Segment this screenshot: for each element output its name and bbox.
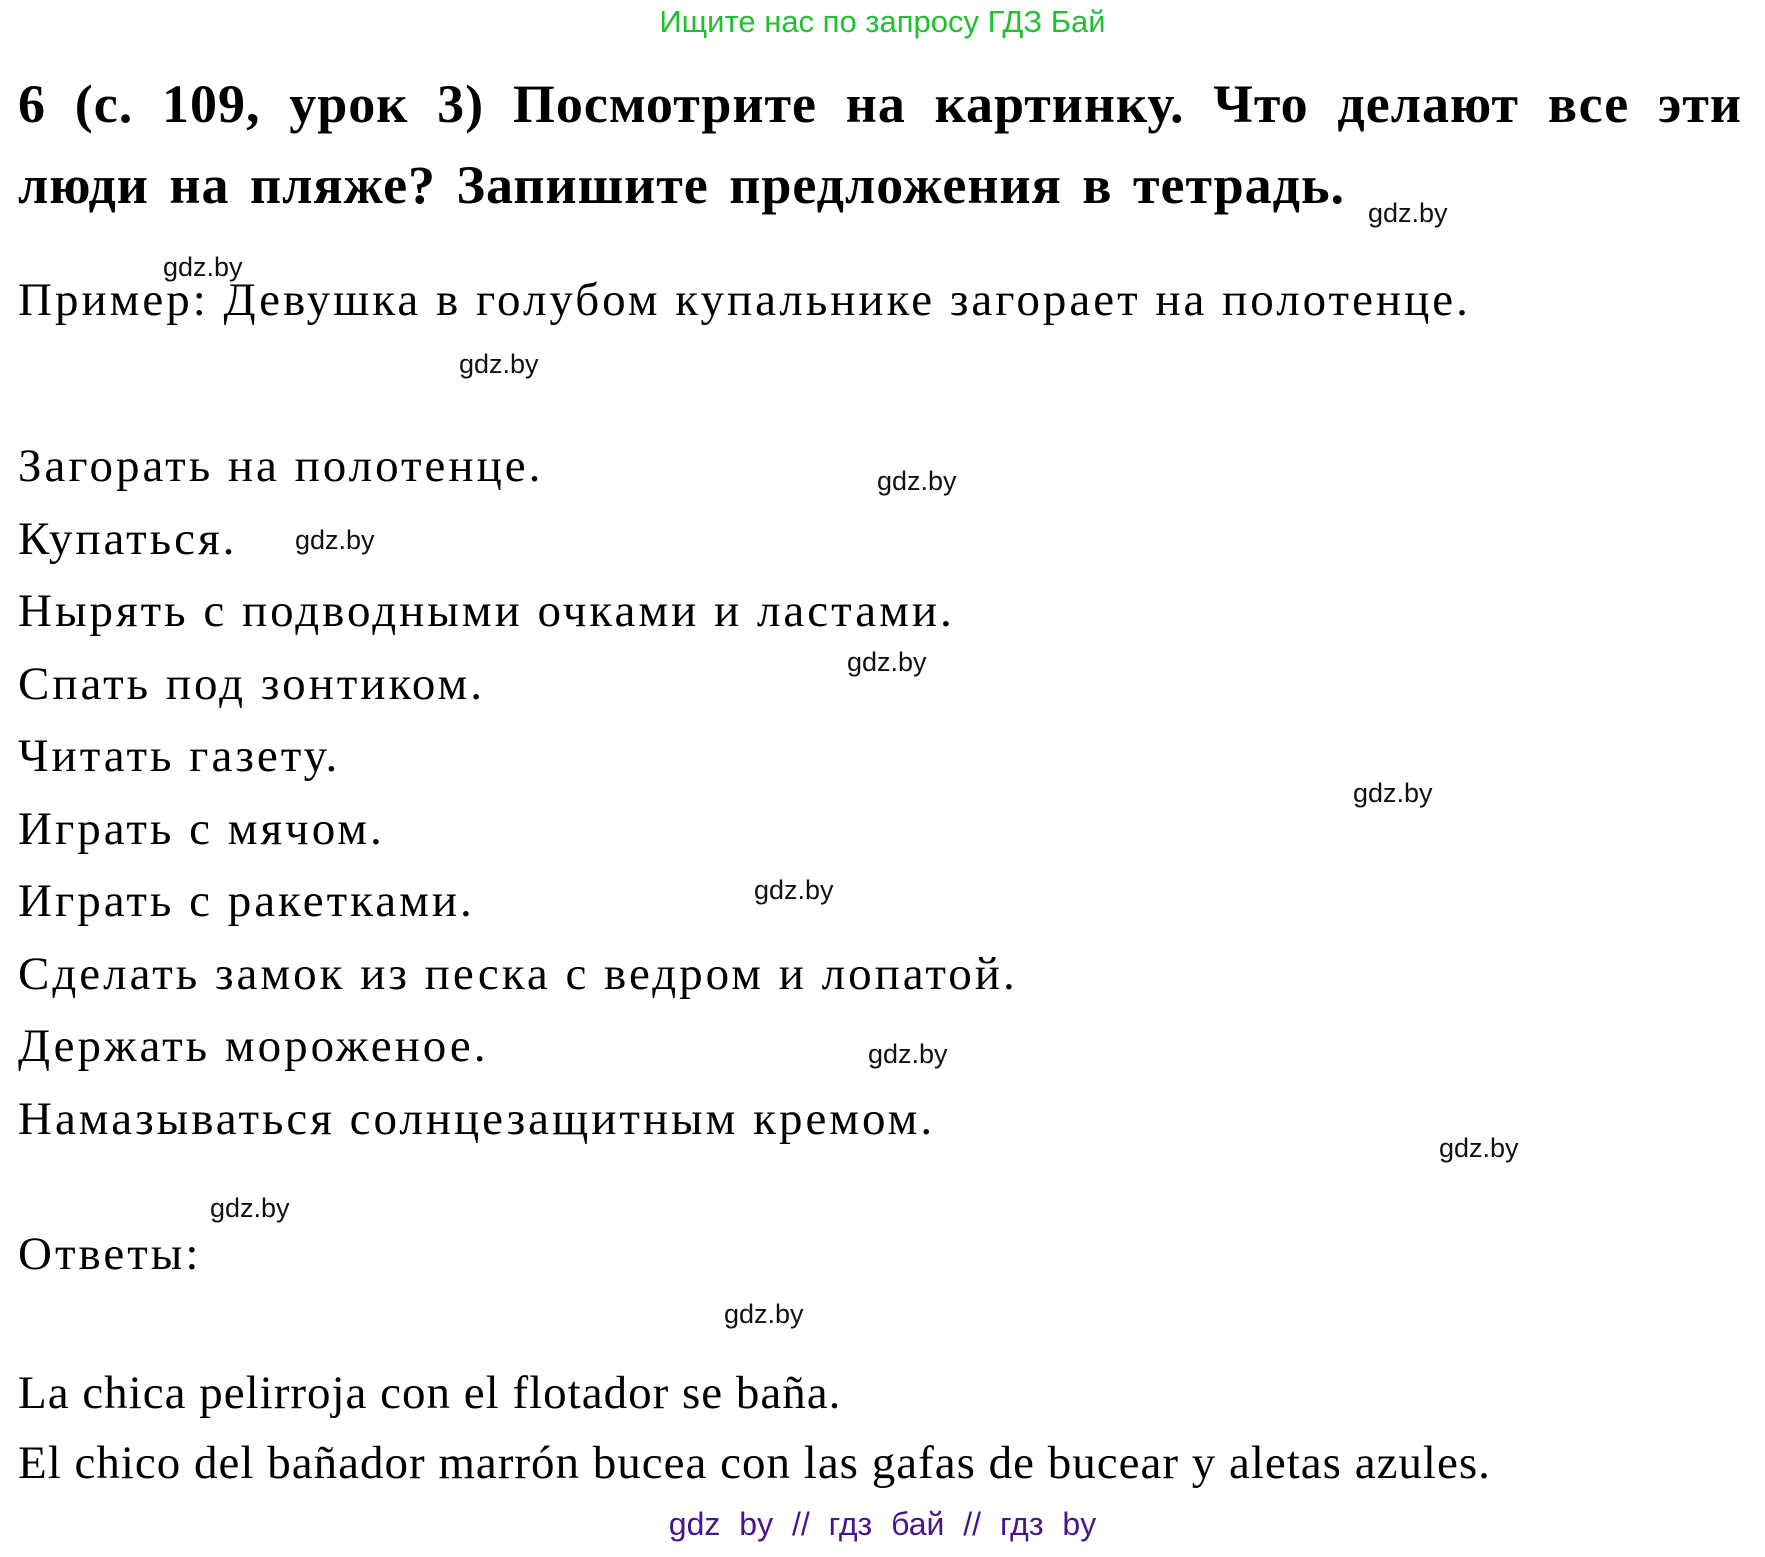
promo-banner: Ищите нас по запросу ГДЗ Бай	[659, 4, 1106, 39]
phrase-line: Купаться.	[18, 512, 238, 565]
gdz-watermark: gdz.by	[868, 1039, 948, 1069]
phrase-line: Читать газету.	[18, 730, 341, 782]
phrase-line: Играть с мячом.	[18, 802, 385, 855]
phrase-line: Намазываться солнцезащитным кремом.	[18, 1092, 936, 1145]
phrase-line: Нырять с подводными очками и ластами.	[18, 585, 955, 637]
answer-line: El chico del bañador marrón bucea con las gafas de bucear y aletas azules.	[18, 1437, 1491, 1489]
gdz-watermark: gdz.by	[163, 252, 243, 282]
site-footer: gdz by // гдз бай // гдз by	[668, 1506, 1097, 1542]
gdz-watermark: gdz.by	[754, 875, 834, 905]
gdz-watermark: gdz.by	[1439, 1133, 1519, 1163]
gdz-watermark: gdz.by	[210, 1193, 290, 1223]
phrase-line: Загорать на полотенце.	[18, 440, 544, 492]
gdz-watermark: gdz.by	[847, 647, 927, 677]
gdz-watermark: gdz.by	[877, 466, 957, 496]
example-sentence: Пример: Девушка в голубом купальнике загорает на полотенце.	[18, 274, 1471, 326]
gdz-watermark: gdz.by	[295, 525, 375, 555]
phrase-line: Играть с ракетками.	[18, 875, 475, 927]
phrase-line: Держать мороженое.	[18, 1020, 489, 1072]
gdz-watermark: gdz.by	[1353, 778, 1433, 808]
gdz-watermark: gdz.by	[1368, 198, 1448, 228]
task-heading: 6 (с. 109, урок 3) Посмотрите на картинку. Что делают все эти люди на пляже? Запишите предложения в тетрадь.	[18, 74, 1742, 215]
answer-list	[18, 1358, 1758, 1498]
answer-line: La chica pelirroja con el flotador se baña.	[18, 1367, 842, 1419]
gdz-watermark: gdz.by	[459, 349, 539, 379]
answers-label: Ответы:	[18, 1228, 202, 1280]
phrase-line: Спать под зонтиком.	[18, 657, 486, 710]
phrase-line: Сделать замок из песка с ведром и лопатой.	[18, 947, 1018, 1000]
gdz-watermark: gdz.by	[724, 1299, 804, 1329]
